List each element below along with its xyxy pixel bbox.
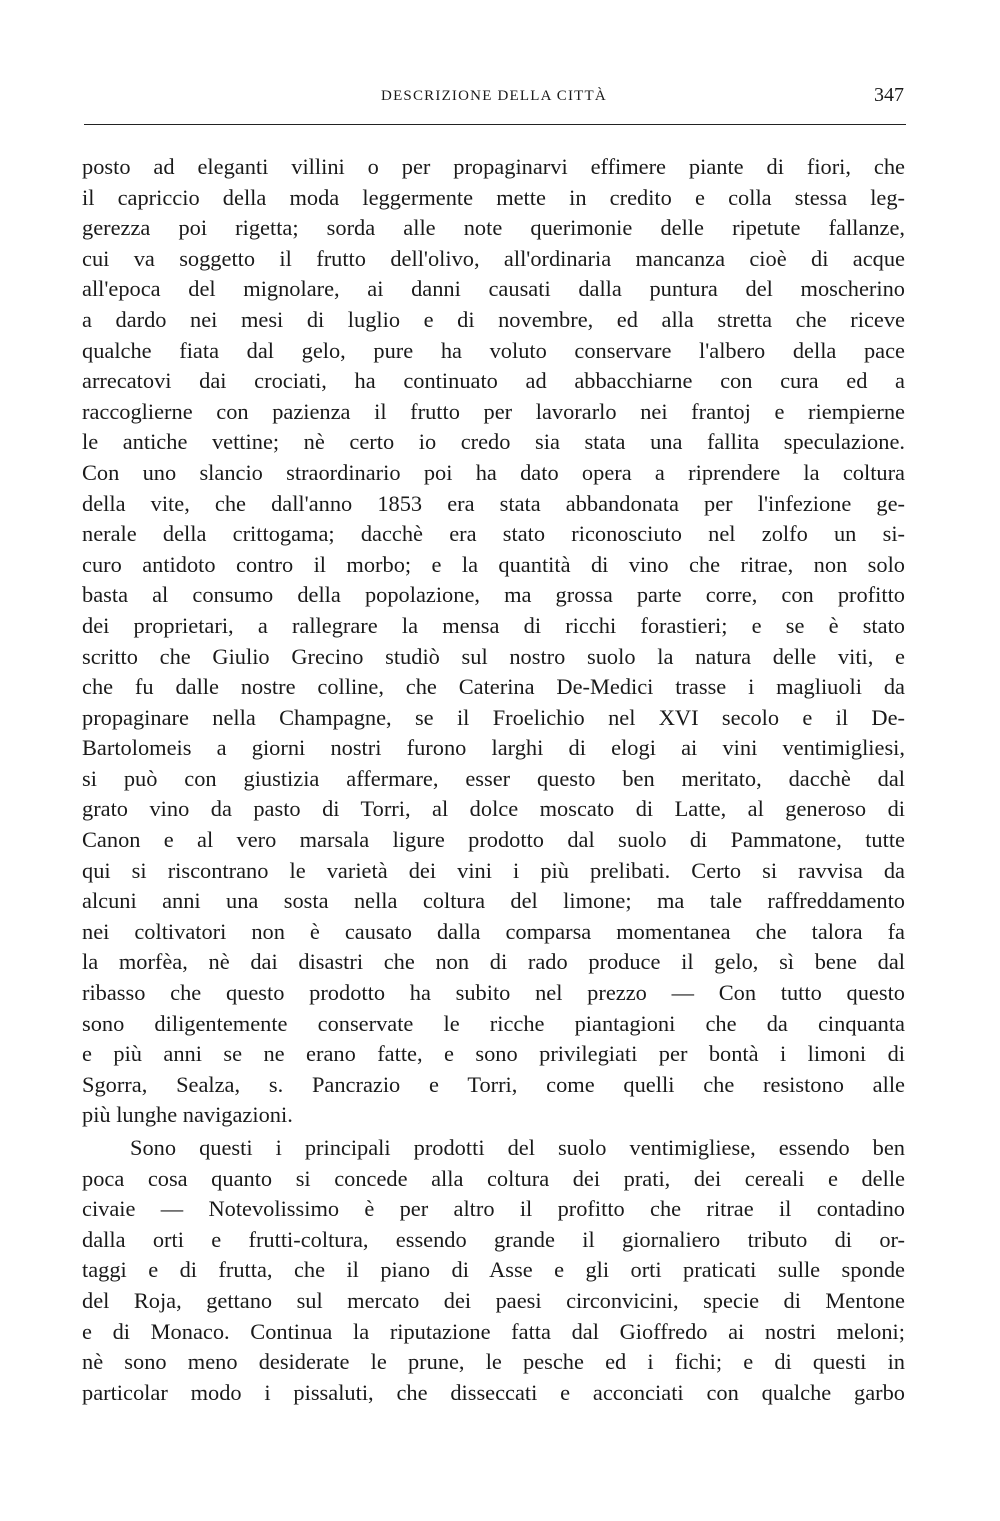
text-line: dei proprietari, a rallegrare la mensa di ricchi forastieri; e se è stato xyxy=(82,612,905,638)
text-line: poca cosa quanto si concede alla coltura dei prati, dei cereali e delle xyxy=(82,1165,905,1191)
text-line: Con uno slancio straordinario poi ha dato opera a riprendere la coltura xyxy=(82,459,905,485)
text-line: gerezza poi rigetta; sorda alle note querimonie delle ripetute fallanze, xyxy=(82,215,905,241)
text-line: le antiche vettine; nè certo io credo sia stata una fallita speculazione. xyxy=(82,429,905,455)
text-line: Canon e al vero marsala ligure prodotto dal suolo di Pammatone, tutte xyxy=(82,827,905,853)
text-line: Sgorra, Sealza, s. Pancrazio e Torri, come quelli che resistono alle xyxy=(82,1071,905,1097)
text-line: all'epoca del mignolare, ai danni causati dalla puntura del moscherino xyxy=(82,276,905,302)
text-line: che fu dalle nostre colline, che Caterina De-Medici trasse i magliuoli da xyxy=(82,674,905,700)
text-line: dalla orti e frutti-coltura, essendo grande il giornaliero tributo di or- xyxy=(82,1226,905,1252)
text-line: la morfèa, nè dai disastri che non di rado produce il gelo, sì bene dal xyxy=(82,949,905,975)
text-line: qualche fiata dal gelo, pure ha voluto conservare l'albero della pace xyxy=(82,337,905,363)
text-line: basta al consumo della popolazione, ma grossa parte corre, con profitto xyxy=(82,582,905,608)
text-line: raccoglierne con pazienza il frutto per lavorarlo nei frantoj e riempierne xyxy=(82,398,905,424)
text-line: curo antidoto contro il morbo; e la quantità di vino che ritrae, non solo xyxy=(82,551,905,577)
text-line: scritto che Giulio Grecino studiò sul nostro suolo la natura delle viti, e xyxy=(82,643,905,669)
text-line: ribasso che questo prodotto ha subito nel prezzo — Con tutto questo xyxy=(82,980,905,1006)
text-line: a dardo nei mesi di luglio e di novembre, ed alla stretta che riceve xyxy=(82,306,905,332)
paragraph-2 xyxy=(82,1133,905,1408)
text-line: Bartolomeis a giorni nostri furono larghi di elogi ai vini ventimigliesi, xyxy=(82,735,905,761)
page-number: 347 xyxy=(874,84,904,106)
text-line: Sono questi i principali prodotti del suolo ventimigliese, essendo ben xyxy=(130,1135,905,1160)
text-line: posto ad eleganti villini o per propaginarvi effimere piante di fiori, che xyxy=(82,154,905,179)
text-line: nei coltivatori non è causato dalla comparsa momentanea che talora fa xyxy=(82,918,905,944)
text-line: alcuni anni una sosta nella coltura del limone; ma tale raffreddamento xyxy=(82,888,905,914)
running-title: DESCRIZIONE DELLA CITTÀ xyxy=(381,88,607,104)
text-line: sono diligentemente conservate le ricche piantagioni che da cinquanta xyxy=(82,1010,905,1036)
text-line: arrecatovi dai crociati, ha continuato ad abbacchiarne con cura ed a xyxy=(82,368,905,394)
text-line: civaie — Notevolissimo è per altro il profitto che ritrae il contadino xyxy=(82,1196,905,1222)
text-line: nè sono meno desiderate le prune, le pesche ed i fichi; e di questi in xyxy=(82,1349,905,1375)
text-line: grato vino da pasto di Torri, al dolce moscato di Latte, al generoso di xyxy=(82,796,905,822)
text-line: nerale della crittogama; dacchè era stato riconosciuto nel zolfo un si- xyxy=(82,521,905,547)
paragraph-1 xyxy=(82,152,905,1131)
text-line: particolar modo i pissaluti, che disseccati e acconciati con qualche garbo xyxy=(82,1379,905,1405)
text-line: qui si riscontrano le varietà dei vini i più prelibati. Certo si ravvisa da xyxy=(82,857,905,883)
text-line: cui va soggetto il frutto dell'olivo, all'ordinaria mancanza cioè di acque xyxy=(82,245,905,271)
text-line: e più anni se ne erano fatte, e sono privilegiati per bontà i limoni di xyxy=(82,1041,905,1067)
header-rule xyxy=(84,124,906,125)
text-line: il capriccio della moda leggermente mette in credito e colla stessa leg- xyxy=(82,184,905,210)
text-line: si può con giustizia affermare, esser questo ben meritato, dacchè dal xyxy=(82,765,905,791)
body-text xyxy=(82,152,905,1408)
running-head xyxy=(82,80,906,120)
text-line: della vite, che dall'anno 1853 era stata abbandonata per l'infezione ge- xyxy=(82,490,905,516)
text-line: taggi e di frutta, che il piano di Asse e gli orti praticati sulle sponde xyxy=(82,1257,905,1283)
text-line: e di Monaco. Continua la riputazione fatta dal Gioffredo ai nostri meloni; xyxy=(82,1318,905,1344)
text-line: propaginare nella Champagne, se il Froelichio nel XVI secolo e il De- xyxy=(82,704,905,730)
text-line: più lunghe navigazioni. xyxy=(82,1102,293,1128)
text-line: del Roja, gettano sul mercato dei paesi circonvicini, specie di Mentone xyxy=(82,1287,905,1313)
